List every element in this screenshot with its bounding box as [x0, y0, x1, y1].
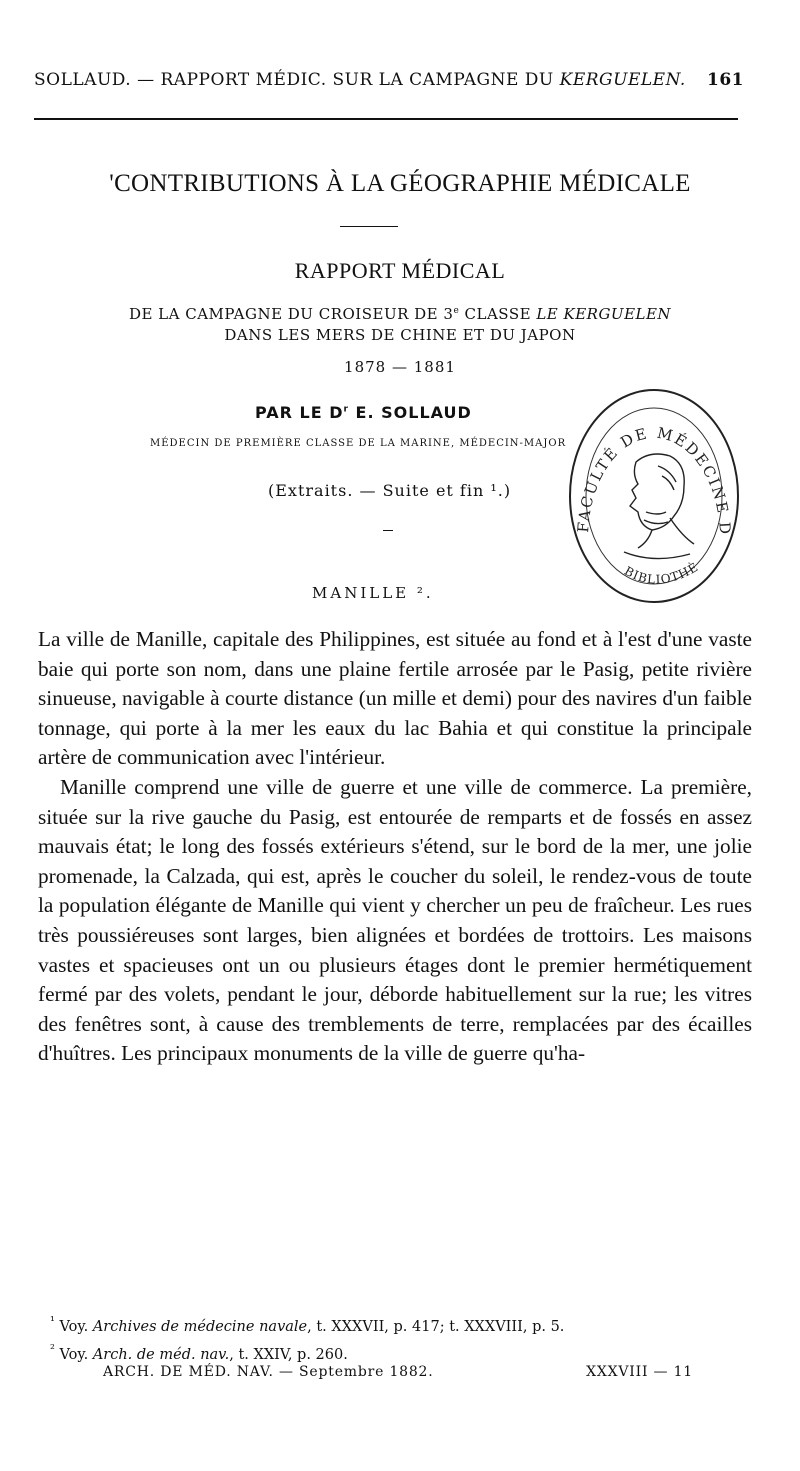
- extract-note: (Extraits. — Suite et fin ¹.): [268, 481, 512, 500]
- running-head-ship: KERGUELEN.: [559, 70, 686, 90]
- footnote-citation: Archives de médecine navale: [92, 1318, 308, 1335]
- report-title: RAPPORT MÉDICAL: [294, 258, 506, 283]
- footer-signature: XXXVIII — 11: [586, 1364, 693, 1380]
- footnotes: [50, 1310, 750, 1366]
- subtitle-sup: e: [453, 306, 460, 316]
- footnote-text: Voy.: [54, 1318, 93, 1335]
- paragraph: La ville de Manille, capitale des Philippines, est située au fond et à l'est d'une vaste baie qui porte son nom, dans une plaine fertile arrosée par le Pasig, petite rivière sinueuse, navigable à courte distance (un mille et demi) pour des navires d'un faible tonnage, qui porte à la mer les eaux du lac Bahia et qui constitue la principale artère de communication avec l'intérieur.: [38, 627, 752, 770]
- subtitle-line-1: [0, 305, 800, 323]
- stamp-label: FACULTÉ DE MÉDECINE D: [574, 423, 735, 537]
- author-sup: r: [343, 404, 349, 415]
- stamp-icon: [566, 366, 742, 606]
- body-text: [38, 625, 752, 1069]
- main-title: 'CONTRIBUTIONS À LA GÉOGRAPHIE MÉDICALE: [109, 170, 691, 197]
- campaign-years: 1878 — 1881: [344, 358, 456, 376]
- footnote-mark: ²: [50, 1341, 55, 1356]
- footnote-mark: ¹: [50, 1314, 55, 1328]
- svg-text:BIBLIOTHÈQUE: [566, 366, 701, 587]
- running-head: [34, 70, 744, 90]
- author-prefix: PAR LE D: [255, 403, 344, 422]
- subtitle-part: DE LA CAMPAGNE DU CROISEUR DE 3: [128, 305, 454, 323]
- stamp-bottom-text: BIBLIOTHÈ: [621, 559, 702, 587]
- paragraph: Manille comprend une ville de guerre et une ville de commerce. La première, située sur la rive gauche du Pasig, est entourée de remparts et de fossés en assez mauvais état; le long des fossés extérieurs s'étend, sur le bord de la mer, une jolie promenade, la Calzada, qui est, après le coucher du soleil, le rendez-vous de toute la population élégante de Manille qui vient y chercher un peu de fraîcheur. Les rues très poussiéreuses sont larges, bien alignées et bordées de trottoirs. Les maisons vastes et spacieuses ont un ou plusieurs étages dont le premier hermétiquement fermé par des volets, pendant le jour, déborde habituellement sur la rue; les vitres des fenêtres sont, à cause des tremblements de terre, remplacées par des écailles d'huîtres. Les principaux monuments de la ville de guerre qu'ha-: [38, 774, 752, 1066]
- subtitle-ship-name: LE KERGUELEN: [536, 305, 672, 323]
- header-rule: [34, 118, 738, 120]
- subtitle-line-2: DANS LES MERS DE CHINE ET DU JAPON: [224, 326, 576, 344]
- running-head-title: [34, 70, 686, 90]
- footnote-text: Voy.: [54, 1346, 93, 1363]
- page-number: 161: [707, 70, 744, 90]
- section-dash: [383, 530, 393, 531]
- footnote-1: [50, 1310, 750, 1338]
- section-heading: MANILLE ².: [312, 584, 434, 602]
- footnote-citation: Arch. de méd. nav.: [92, 1346, 230, 1363]
- subtitle-part: CLASSE: [459, 305, 537, 323]
- portrait-icon: [624, 454, 694, 559]
- author-line: [255, 403, 472, 422]
- footnote-2: [50, 1338, 750, 1366]
- title-divider: [340, 226, 398, 227]
- footer-journal: ARCH. DE MÉD. NAV. — Septembre 1882.: [103, 1364, 434, 1380]
- running-head-text: SOLLAUD. — RAPPORT MÉDIC. SUR LA CAMPAGNE DU: [34, 70, 560, 90]
- svg-text:FACULTÉ DE MÉDECINE DE PARIS: [566, 366, 734, 537]
- library-stamp: [566, 366, 742, 606]
- page-footer: [103, 1364, 693, 1380]
- footnote-text: , t. XXIV, p. 260.: [229, 1346, 348, 1363]
- author-name: E. SOLLAUD: [348, 403, 472, 422]
- author-title: MÉDECIN DE PREMIÈRE CLASSE DE LA MARINE, MÉDECIN-MAJOR: [150, 438, 567, 449]
- footnote-text: , t. XXXVII, p. 417; t. XXXVIII, p. 5.: [307, 1318, 565, 1335]
